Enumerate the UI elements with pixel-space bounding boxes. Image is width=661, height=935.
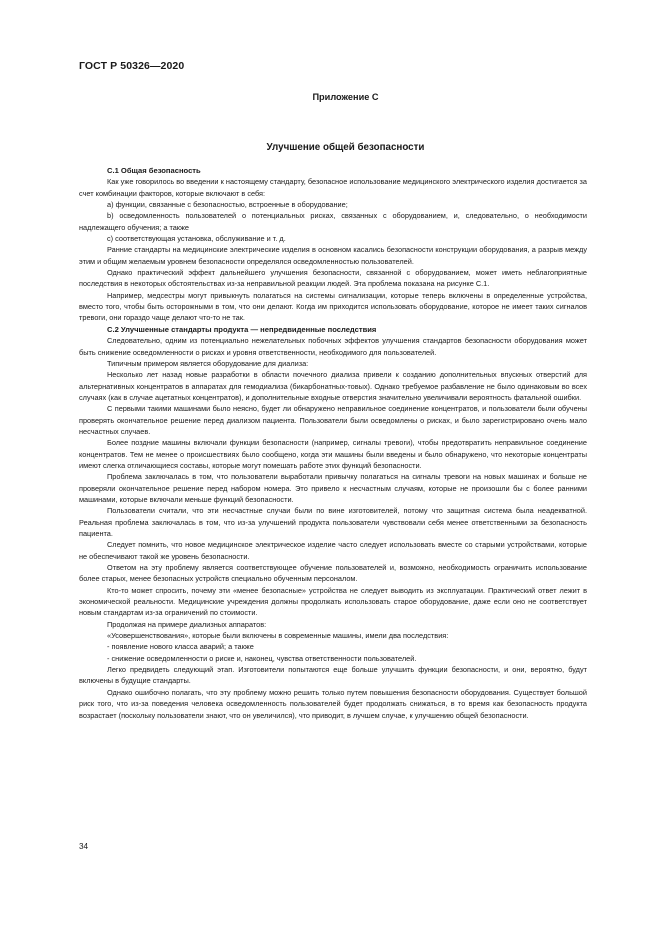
paragraph: с) соответствующая установка, обслуживание и т. д. — [107, 234, 286, 244]
paragraph: Пользователи считали, что эти несчастные случаи были по вине изготовителей, потому что защитная система была неадекватной. Реальная проблема заключалась в том, что из-за улучшений продукта пользователи чувствовали себя менее ответственными за безопасность пациента. — [79, 506, 587, 538]
paragraph: Легко предвидеть следующий этап. Изготовители попытаются еще больше улучшить функции безопасности, и они, вероятно, будут включены в будущие стандарты. — [79, 665, 587, 686]
list-item: - появление нового класса аварий; а также — [107, 642, 254, 652]
paragraph: Продолжая на примере диализных аппаратов: — [107, 619, 267, 629]
paragraph: Следовательно, одним из потенциально нежелательных побочных эффектов улучшения стандартов безопасности оборудования может быть снижение осведомленности о рисках и уровня ответственности, необходимого для пользователей. — [79, 336, 587, 357]
section-heading: С.2 Улучшенные стандарты продукта — непредвиденные последствия — [107, 324, 377, 334]
paragraph: Однако ошибочно полагать, что эту проблему можно решить только путем повышения безопасности оборудования. Существует большой риск того, что из-за поведения человека осведомленность пользователей будет продолжать снижаться, в то время как безопасность продукта возрастает (поскольку пользователи знают, что он увеличился), что приводит, в лучшем случае, к улучшению общей безопасности. — [79, 687, 587, 720]
paragraph: Более поздние машины включали функции безопасности (например, сигналы тревоги), чтобы предотвратить неправильное соединение концентратов. Тем не менее о происшествиях было сообщено, когда эти машины были введены и было обнаружено, что некоторые концентраты имеют слегка отличающиеся составы, которые могут помешать работе этих функций безопасности. — [79, 438, 587, 470]
annex-label: Приложение С — [312, 92, 379, 102]
paragraph: Проблема заключалась в том, что пользователи выработали привычку полагаться на сигналы тревоги на новых машинах и больше не проверяли окончательное решение перед набором номера. Это привело к несчастным случаям, которые не произошли бы с более ранними машинами, которые включали меньше функций безопасности. — [79, 472, 587, 504]
page-number: 34 — [79, 842, 89, 851]
paragraph: Ранние стандарты на медицинские электрические изделия в основном касались безопасности конструкции оборудования, а разрыв между этим и общим желаемым уровнем безопасности определялся осведомленностью пользователей. — [79, 245, 587, 266]
paragraph: Типичным примером является оборудование для диализа: — [107, 358, 309, 368]
paragraph: Несколько лет назад новые разработки в области почечного диализа привели к созданию дополнительных впускных отверстий для альтернативных концентратов в аппаратах для гемодиализа (бикарбонатных-товых). Однако требуемое разбавление не было одинаковым во всех случаях (как в случае ацетатных концентратов), и дополнительные входные отверстия значительно увеличивали вероятность фатальной ошибки. — [79, 370, 587, 402]
paragraph: Ответом на эту проблему является соответствующее обучение пользователей и, возможно, необходимость ограничить использование более старых, менее безопасных устройств специально обученным персоналом. — [79, 563, 587, 584]
document-body — [79, 165, 587, 721]
list-item: - снижение осведомленности о риске и, наконец, чувства ответственности пользователей. — [107, 653, 417, 663]
page-title: Улучшение общей безопасности — [266, 142, 425, 153]
paragraph: С первыми такими машинами было неясно, будет ли обнаружено неправильное соединение концентратов, и пользователи были обучены проверять окончательное решение перед диализом пациента. Пользователи были осведомлены о рисках, и было зарегистрировано очень мало несчастных случаев. — [79, 404, 587, 436]
paragraph: Однако практический эффект дальнейшего улучшения безопасности, связанной с оборудованием, может иметь неблагоприятные последствия в некоторых обстоятельствах из-за неправильной реакции людей. Эта проблема показана на рисунке С.1. — [79, 268, 587, 289]
paragraph: Кто-то может спросить, почему эти «менее безопасные» устройства не следует выводить из эксплуатации. Практический ответ лежит в экономической реальности. Медицинские учреждения должны продолжать использовать старое оборудование, даже если оно не соответствует новым стандартам из-за ограничений по стоимости. — [79, 585, 587, 618]
paragraph: а) функции, связанные с безопасностью, встроенные в оборудование; — [107, 200, 348, 210]
section-heading: С.1 Общая безопасность — [107, 166, 201, 175]
standard-header: ГОСТ Р 50326—2020 — [79, 60, 185, 72]
paragraph: Следует помнить, что новое медицинское электрическое изделие часто следует использовать вместе со старыми устройствами, которые не обеспечивают такой же уровень безопасности. — [79, 540, 587, 561]
paragraph: b) осведомленность пользователей о потенциальных рисках, связанных с оборудованием, и, следовательно, о необходимости надлежащего обучения; а также — [79, 211, 587, 232]
paragraph: «Усовершенствования», которые были включены в современные машины, имели два последствия: — [107, 631, 449, 641]
paragraph: Например, медсестры могут привыкнуть полагаться на системы сигнализации, которые теперь включены в определенные устройства, вместо того, чтобы быть осторожными в том, что они делают. Когда им приходится использовать оборудование, которое не имеет таких сигналов тревоги, они гораздо чаще делают что-то не так. — [79, 290, 587, 323]
paragraph: Как уже говорилось во введении к настоящему стандарту, безопасное использование медицинского электрического изделия достигается за счет комбинации факторов, которые включают в себя: — [79, 177, 587, 198]
